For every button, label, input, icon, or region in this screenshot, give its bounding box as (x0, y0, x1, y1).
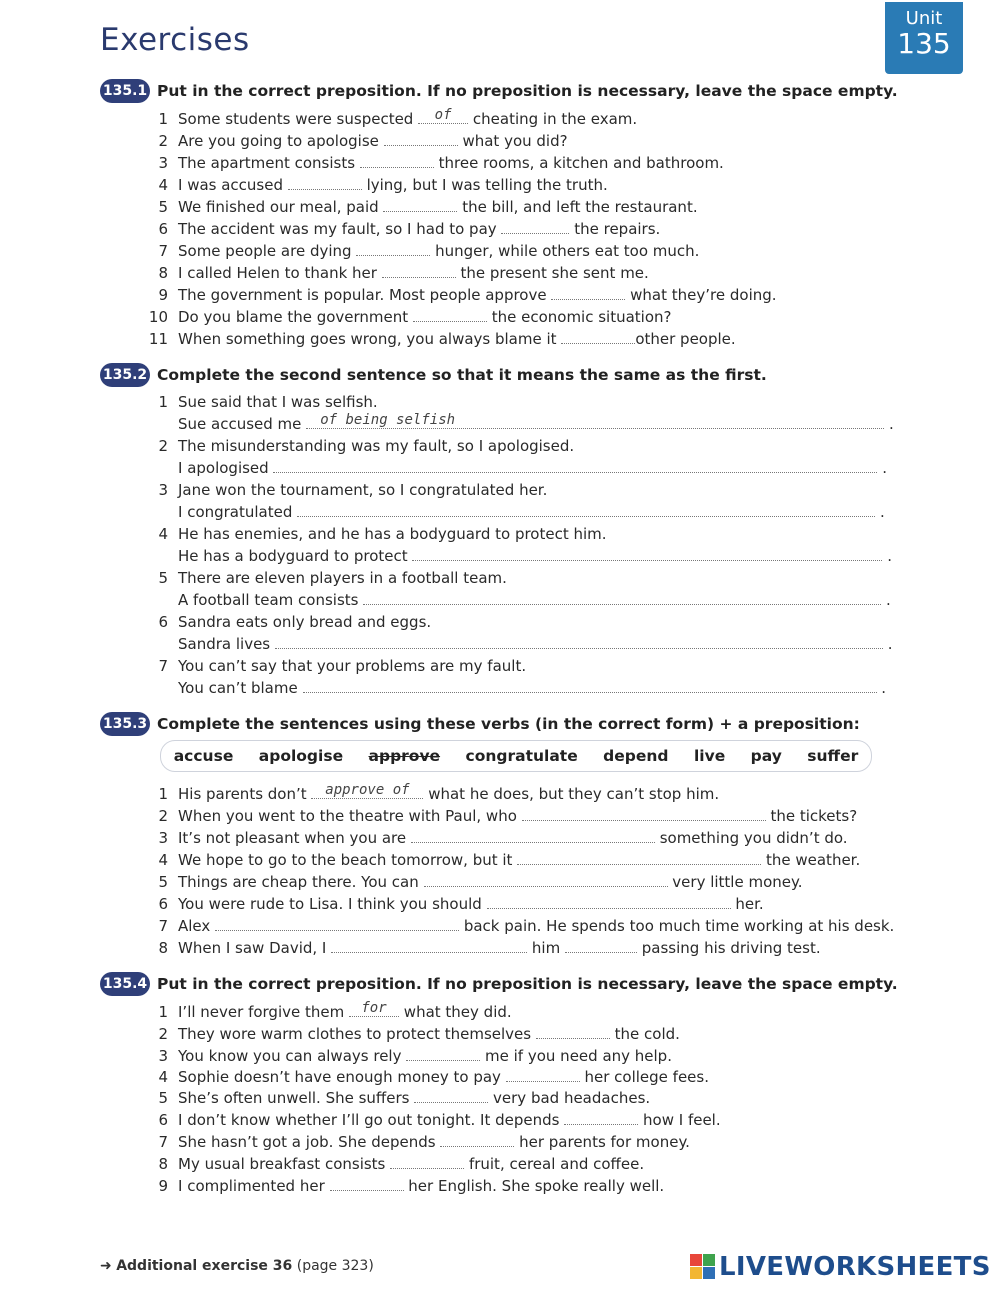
answer-blank[interactable] (536, 1024, 610, 1039)
ex2-item-second: A football team consists . (178, 591, 891, 609)
additional-exercise-link[interactable] (100, 1258, 374, 1274)
ex3-item: 7 Alex back pain. He spends too much time working at his desk. (158, 917, 895, 935)
ex2-item-second: Sandra lives . (178, 635, 893, 653)
word-pay: pay (750, 747, 782, 765)
ex1-item: 7 Some people are dying hunger, while others eat too much. (158, 242, 700, 260)
exercise-3-header (100, 712, 860, 736)
answer-blank[interactable] (363, 590, 881, 605)
exercise-badge: 135.3 (100, 712, 150, 736)
additional-exercise-label: Additional exercise 36 (116, 1258, 293, 1274)
ex1-item: 4 I was accused lying, but I was telling the truth. (158, 176, 608, 194)
ex2-item-first: 2 The misunderstanding was my fault, so I apologised. (158, 437, 575, 455)
answer-blank[interactable]: of (418, 109, 468, 124)
answer-blank[interactable]: of being selfish (306, 414, 884, 429)
unit-number: 135 (897, 27, 951, 60)
ex4-item: 8 My usual breakfast consists fruit, cereal and coffee. (158, 1155, 645, 1173)
word-approve-used: approve (368, 747, 441, 765)
answer-blank[interactable] (383, 197, 457, 212)
answer-blank[interactable] (331, 938, 527, 953)
ex2-item-first: 1 Sue said that I was selfish. (158, 393, 378, 411)
answer-blank[interactable] (487, 894, 731, 909)
answer-blank[interactable] (564, 1110, 638, 1125)
answer-blank[interactable] (275, 634, 883, 649)
ex3-item: 8 When I saw David, I him passing his driving test. (158, 939, 821, 957)
ex4-item: 7 She hasn’t got a job. She depends her parents for money. (158, 1133, 690, 1151)
ex2-item-second: You can’t blame . (178, 679, 887, 697)
ex2-item-second: I congratulated . (178, 503, 885, 521)
answer-blank[interactable] (565, 938, 637, 953)
ex4-item: 3 You know you can always rely me if you need any help. (158, 1047, 672, 1065)
additional-exercise-page: (page 323) (296, 1258, 374, 1274)
arrow-right-icon: ➜ (100, 1258, 112, 1274)
word-box (160, 740, 872, 772)
answer-blank[interactable] (501, 219, 569, 234)
ex4-item: 6 I don’t know whether I’ll go out tonight. It depends how I feel. (158, 1111, 721, 1129)
ex4-item: 4 Sophie doesn’t have enough money to pay her college fees. (158, 1068, 709, 1086)
word-depend: depend (603, 747, 669, 765)
answer-blank[interactable] (517, 850, 761, 865)
answer-blank[interactable] (288, 175, 362, 190)
exercise-instruction: Complete the sentences using these verbs (in the correct form) + a preposition: (157, 715, 860, 733)
liveworksheets-text: LIVEWORKSHEETS (719, 1252, 991, 1282)
answer-blank[interactable] (273, 458, 877, 473)
exercise-badge: 135.2 (100, 363, 150, 387)
answer-blank[interactable] (522, 806, 766, 821)
word-congratulate: congratulate (465, 747, 578, 765)
answer-blank[interactable] (330, 1176, 404, 1191)
ex2-item-first: 5 There are eleven players in a football team. (158, 569, 507, 587)
exercise-1-header (100, 79, 898, 103)
ex2-item-first: 6 Sandra eats only bread and eggs. (158, 613, 432, 631)
answer-blank[interactable] (297, 502, 875, 517)
ex1-item: 11 When something goes wrong, you always blame it other people. (148, 330, 736, 348)
answer-blank[interactable] (413, 307, 487, 322)
answer-blank[interactable] (390, 1154, 464, 1169)
word-accuse: accuse (173, 747, 234, 765)
page-title: Exercises (100, 22, 250, 58)
ex2-item-second: I apologised . (178, 459, 888, 477)
ex2-item-second: Sue accused me of being selfish . (178, 412, 894, 433)
ex2-item-first: 7 You can’t say that your problems are my fault. (158, 657, 527, 675)
ex1-item: 8 I called Helen to thank her the present she sent me. (158, 264, 649, 282)
exercise-4-header (100, 972, 898, 996)
liveworksheets-logo-icon (690, 1254, 716, 1280)
answer-blank[interactable]: approve of (311, 784, 423, 799)
ex1-item: 3 The apartment consists three rooms, a kitchen and bathroom. (158, 154, 724, 172)
answer-blank[interactable] (411, 828, 655, 843)
ex1-item: 9 The government is popular. Most people approve what they’re doing. (158, 286, 777, 304)
ex4-item: 1 I’ll never forgive them for what they did. (158, 1000, 512, 1021)
answer-blank[interactable] (356, 241, 430, 256)
answer-blank[interactable] (424, 872, 668, 887)
ex2-item-first: 3 Jane won the tournament, so I congratulated her. (158, 481, 548, 499)
ex3-item: 2 When you went to the theatre with Paul, who the tickets? (158, 807, 858, 825)
exercise-instruction: Complete the second sentence so that it means the same as the first. (157, 366, 767, 384)
liveworksheets-watermark (690, 1252, 991, 1284)
answer-blank[interactable] (215, 916, 459, 931)
answer-blank[interactable] (561, 329, 635, 344)
unit-label: Unit (905, 8, 943, 29)
exercise-2-header (100, 363, 767, 387)
answer-blank[interactable] (382, 263, 456, 278)
answer-blank[interactable] (360, 153, 434, 168)
exercise-instruction: Put in the correct preposition. If no preposition is necessary, leave the space empty. (157, 82, 898, 100)
ex1-item: 2 Are you going to apologise what you did? (158, 132, 568, 150)
word-suffer: suffer (807, 747, 859, 765)
exercise-badge: 135.1 (100, 79, 150, 103)
ex4-item: 2 They wore warm clothes to protect themselves the cold. (158, 1025, 680, 1043)
ex1-item: 1 Some students were suspected of cheating in the exam. (158, 107, 638, 128)
answer-blank[interactable]: for (349, 1002, 399, 1017)
ex3-item: 4 We hope to go to the beach tomorrow, but it the weather. (158, 851, 861, 869)
ex1-item: 6 The accident was my fault, so I had to pay the repairs. (158, 220, 661, 238)
answer-blank[interactable] (406, 1046, 480, 1061)
ex3-item: 5 Things are cheap there. You can very little money. (158, 873, 803, 891)
answer-blank[interactable] (303, 678, 877, 693)
ex2-item-second: He has a bodyguard to protect . (178, 547, 892, 565)
ex3-item: 6 You were rude to Lisa. I think you should her. (158, 895, 764, 913)
ex3-item: 3 It’s not pleasant when you are something you didn’t do. (158, 829, 848, 847)
ex1-item: 5 We finished our meal, paid the bill, and left the restaurant. (158, 198, 698, 216)
answer-blank[interactable] (384, 131, 458, 146)
answer-blank[interactable] (440, 1132, 514, 1147)
word-live: live (693, 747, 726, 765)
ex2-item-first: 4 He has enemies, and he has a bodyguard to protect him. (158, 525, 607, 543)
answer-blank[interactable] (414, 1088, 488, 1103)
word-apologise: apologise (258, 747, 344, 765)
ex1-item: 10 Do you blame the government the economic situation? (148, 308, 672, 326)
exercise-instruction: Put in the correct preposition. If no preposition is necessary, leave the space empty. (157, 975, 898, 993)
ex4-item: 9 I complimented her her English. She spoke really well. (158, 1177, 665, 1195)
unit-tab (885, 2, 963, 74)
ex4-item: 5 She’s often unwell. She suffers very bad headaches. (158, 1089, 651, 1107)
exercise-badge: 135.4 (100, 972, 150, 996)
ex3-item: 1 His parents don’t approve of what he does, but they can’t stop him. (158, 782, 720, 803)
answer-blank[interactable] (412, 546, 882, 561)
answer-blank[interactable] (551, 285, 625, 300)
answer-blank[interactable] (506, 1067, 580, 1082)
